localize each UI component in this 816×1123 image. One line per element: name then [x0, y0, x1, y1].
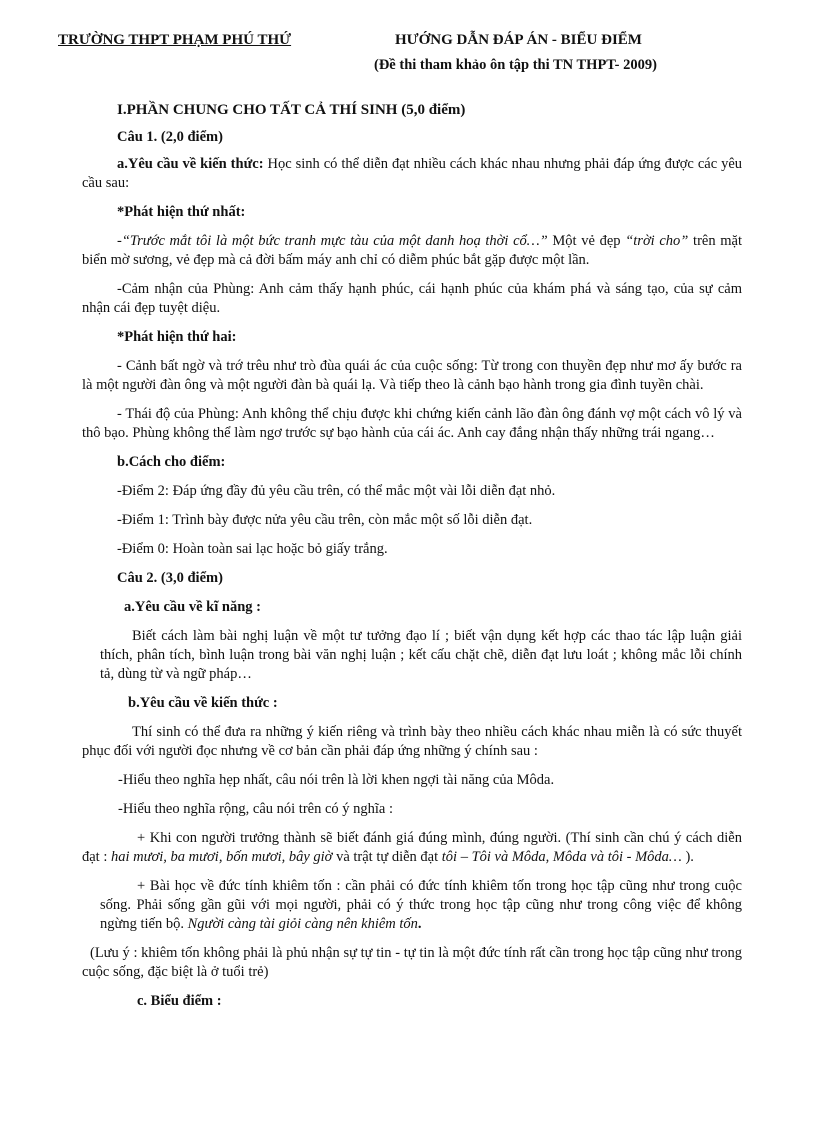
- q1-requirement-knowledge: [82, 155, 742, 193]
- q1-finding-1-paragraph-2: -Cảm nhận của Phùng: Anh cảm thấy hạnh phúc, cái hạnh phúc của khám phá và sáng tạo, của sự cảm nhận cái đẹp tuyệt diệu.: [82, 281, 742, 316]
- q2-point-1-end: ).: [681, 849, 694, 865]
- question-2-title: Câu 2. (3,0 điểm): [117, 570, 223, 586]
- q2-point-2: [100, 877, 742, 934]
- q2-scoring-label: c. Biểu điểm :: [137, 993, 222, 1009]
- q1-score-1: -Điểm 1: Trình bày được nửa yêu cầu trên, còn mắc một số lỗi diễn đạt.: [117, 512, 533, 528]
- q2-point-1: [82, 829, 742, 867]
- document-subtitle: (Đề thi tham khảo ôn tập thi TN THPT- 2009): [374, 57, 657, 73]
- q1-quote: -“Trước mắt tôi là một bức tranh mực tàu của một danh hoạ thời cổ…”: [117, 233, 548, 249]
- q1-finding-2-label: *Phát hiện thứ hai:: [117, 329, 237, 345]
- q1-a-text: Học sinh có thể diễn đạt nhiều cách khác nhau nhưng phải đáp ứng được các yêu cầu sau:: [82, 156, 743, 191]
- q1-score-0: -Điểm 0: Hoàn toàn sai lạc hoặc bỏ giấy trắng.: [117, 541, 388, 557]
- section-heading: I.PHẦN CHUNG CHO TẤT CẢ THÍ SINH (5,0 điểm): [117, 102, 466, 118]
- q2-knowledge-text: Thí sinh có thể đưa ra những ý kiến riêng và trình bày theo nhiều cách khác nhau miễn là có sức thuyết phục đối với người đọc nhưng về cơ bản cần phải đáp ứng những ý chính sau :: [82, 724, 742, 759]
- q2-narrow-meaning: -Hiểu theo nghĩa hẹp nhất, câu nói trên là lời khen ngợi tài năng của Môda.: [118, 772, 555, 788]
- document-title: HƯỚNG DẪN ĐÁP ÁN - BIỂU ĐIỂM: [395, 32, 642, 48]
- q2-skill-text: Biết cách làm bài nghị luận về một tư tưởng đạo lí ; biết vận dụng kết hợp các thao tác lập luận giải thích, phân tích, bình luận trong bài văn nghị luận ; kết cấu chặt chẽ, diễn đạt lưu loát ; không mắc lỗi chính tả, dùng từ và ngữ pháp…: [100, 628, 742, 682]
- school-name: TRƯỜNG THPT PHẠM PHÚ THỨ: [58, 32, 292, 48]
- q1-finding-2-paragraph-2: - Thái độ của Phùng: Anh không thể chịu được khi chứng kiến cảnh lão đàn ông đánh vợ một cách vô lý và thô bạo. Phùng không thể làm ngơ trước sự bạo hành của cái ác. Anh cay đắng nhận thấy những trái ngang…: [82, 406, 742, 441]
- q2-point-2-italic: Người càng tài giỏi càng nên khiêm tốn: [187, 916, 418, 932]
- q2-point-2-block: [82, 877, 742, 934]
- q1-a-label: a.Yêu cầu về kiến thức:: [117, 156, 264, 172]
- q2-skill-label: a.Yêu cầu về kĩ năng :: [124, 599, 261, 615]
- q1-finding-1-label: *Phát hiện thứ nhất:: [117, 204, 246, 220]
- q2-point-2-text: + Bài học về đức tính khiêm tốn : cần phải có đức tính khiêm tốn trong học tập cũng như trong cuộc sống. Phải sống gần gũi với mọi người, phải có ý thức trong học tập cũng như trong công việc để không ngừng tiến bộ.: [100, 878, 742, 932]
- q2-skill-block: [82, 627, 742, 684]
- q1-finding-1-paragraph-1: [82, 232, 742, 270]
- q2-knowledge-label: b.Yêu cầu về kiến thức :: [128, 695, 278, 711]
- q2-point-1-text-2: và trật tự diễn đạt: [332, 849, 442, 865]
- q1-scoring-label: b.Cách cho điểm:: [117, 454, 226, 470]
- q1-score-2: -Điểm 2: Đáp ứng đầy đủ yêu cầu trên, có thể mắc một vài lỗi diễn đạt nhỏ.: [117, 483, 556, 499]
- question-1-title: Câu 1. (2,0 điểm): [117, 129, 223, 145]
- q2-point-1-italic-1: hai mươi, ba mươi, bốn mươi, bây giờ: [111, 849, 333, 865]
- q2-note: (Lưu ý : khiêm tốn không phải là phủ nhận sự tự tin - tự tin là một đức tính rất cần trong học tập cũng như trong cuộc sống, đặc biệt là ở tuổi trẻ): [82, 945, 742, 980]
- q2-point-2-end: .: [417, 916, 422, 932]
- document-body: [82, 101, 742, 1011]
- q1-quote-2: “trời cho”: [625, 233, 689, 249]
- q2-point-1-text: + Khi con người trưởng thành sẽ biết đánh giá đúng mình, đúng người. (Thí sinh cần chú ý cách diễn đạt :: [82, 830, 742, 865]
- q1-quote-mid: Một vẻ đẹp: [547, 233, 626, 249]
- q1-quote-rest: trên mặt biển mờ sương, vẻ đẹp mà cả đời bấm máy anh chỉ có diễm phúc bắt gặp được một lần.: [82, 233, 742, 268]
- q2-point-1-italic-2: tôi – Tôi và Môda, Môda và tôi - Môda…: [441, 849, 682, 865]
- q1-finding-2-paragraph-1: - Cảnh bất ngờ và trớ trêu như trò đùa quái ác của cuộc sống: Từ trong con thuyền đẹp như mơ ấy bước ra là một người đàn ông và một người đàn bà quái lạ. Và tiếp theo là cảnh bạo hành trong gia đình tuyền chài.: [82, 358, 742, 393]
- q2-broad-meaning: -Hiểu theo nghĩa rộng, câu nói trên có ý nghĩa :: [118, 801, 394, 817]
